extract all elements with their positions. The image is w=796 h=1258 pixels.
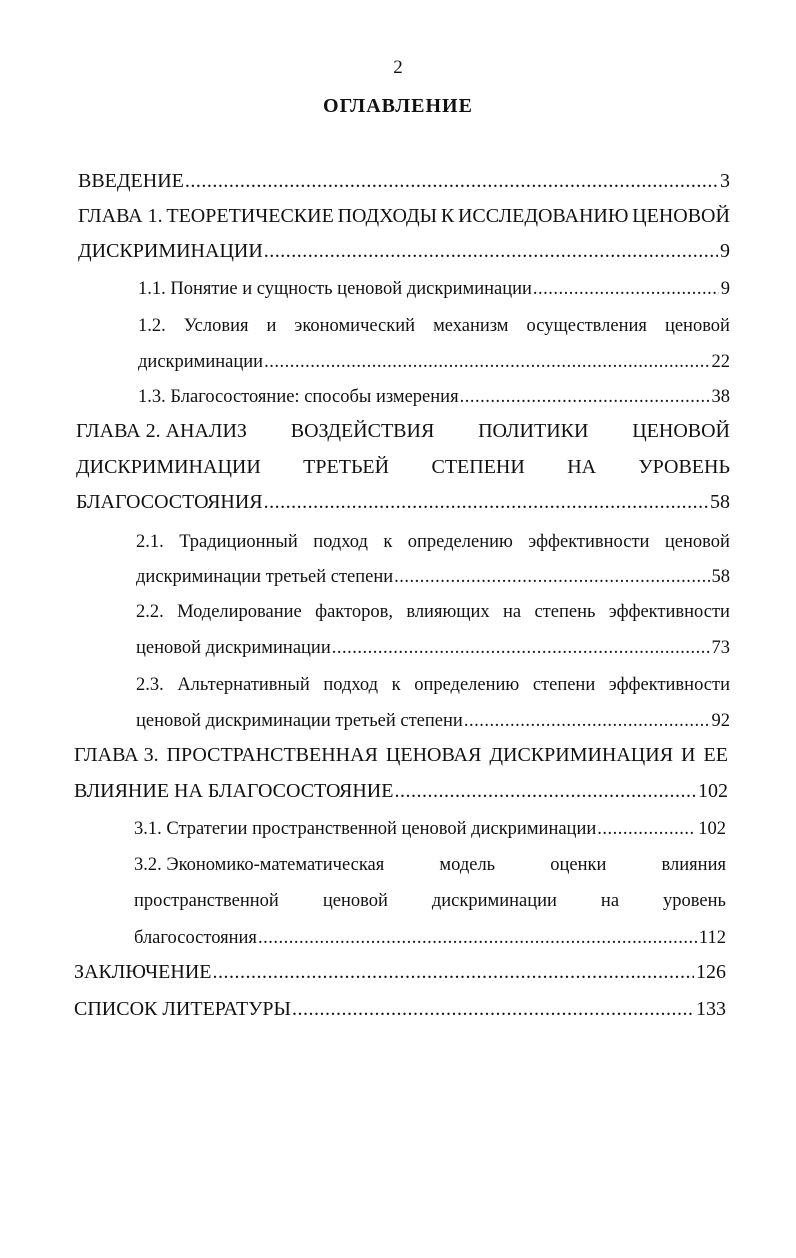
dot-leader	[394, 564, 709, 590]
toc-word: НА	[567, 456, 597, 478]
toc-word: на	[503, 602, 522, 622]
toc-word: эффективности	[608, 602, 730, 622]
toc-entry-title: дискриминации третьей степени	[136, 567, 394, 587]
toc-word: оценки	[550, 855, 607, 875]
toc-word: СТЕПЕНИ	[431, 456, 525, 478]
toc-page-number: 126	[696, 961, 726, 983]
toc-page-number: 102	[698, 819, 726, 839]
toc-word: факторов,	[315, 602, 393, 622]
toc-word: ЦЕНОВАЯ	[385, 744, 482, 766]
toc-word: ценовой	[664, 532, 730, 552]
toc-entry-title: 1.3. Благосостояние: способы измерения	[138, 387, 459, 407]
toc-section-2-3-title-line[interactable]	[136, 672, 730, 698]
toc-entry-introduction[interactable]	[78, 168, 730, 194]
toc-entry-title: ценовой дискриминации	[136, 638, 331, 658]
toc-word: ЦЕНОВОЙ	[632, 420, 730, 442]
toc-word: ПОЛИТИКИ	[478, 420, 589, 442]
toc-section-1-2-title-line[interactable]	[138, 313, 730, 339]
toc-entry-title: 3.1. Стратегии пространственной ценовой дискриминации	[134, 819, 597, 839]
toc-word: Моделирование	[177, 602, 302, 622]
dot-leader	[185, 168, 718, 194]
toc-entry-chapter-3[interactable]	[74, 778, 728, 804]
toc-word: определению	[407, 532, 513, 552]
toc-word: и	[266, 316, 277, 336]
toc-word: ценовой	[664, 316, 730, 336]
toc-page-number: 133	[696, 998, 726, 1020]
toc-word: пространственной	[134, 891, 279, 911]
toc-page-number: 22	[711, 352, 730, 372]
toc-word: ТРЕТЬЕЙ	[303, 456, 390, 478]
dot-leader	[332, 635, 710, 661]
toc-entry-conclusion[interactable]	[74, 959, 726, 985]
toc-word: на	[600, 891, 620, 911]
toc-word: степень	[534, 602, 596, 622]
toc-word: механизм	[433, 316, 509, 336]
toc-word: к	[383, 532, 393, 552]
toc-chapter-2-title-line-1[interactable]	[76, 418, 730, 444]
dot-leader	[533, 276, 719, 302]
toc-section-3-2-title-line-1[interactable]	[134, 852, 726, 878]
toc-entry-section-1-1[interactable]	[138, 276, 730, 302]
toc-page-number: 112	[698, 928, 726, 948]
toc-page-number: 58	[710, 491, 730, 513]
toc-word: ГЛАВА 2. АНАЛИЗ	[76, 420, 247, 442]
page-title: ОГЛАВЛЕНИЕ	[323, 95, 473, 117]
toc-chapter-1-title-line[interactable]	[78, 203, 730, 229]
toc-word: подход	[323, 675, 379, 695]
toc-section-2-2-title-line[interactable]	[136, 599, 730, 625]
toc-word: влияния	[661, 855, 726, 875]
toc-entry-section-2-1[interactable]	[136, 564, 730, 590]
toc-word: ПОДХОДЫ	[337, 205, 438, 227]
toc-word: ГЛАВА 1.	[78, 205, 163, 227]
toc-word: ДИСКРИМИНАЦИЯ	[489, 744, 674, 766]
dot-leader	[394, 778, 696, 804]
dot-leader	[258, 925, 697, 951]
toc-entry-title: 1.1. Понятие и сущность ценовой дискриминации	[138, 279, 532, 299]
toc-entry-section-2-2[interactable]	[136, 635, 730, 661]
toc-word: ВОЗДЕЙСТВИЯ	[290, 420, 435, 442]
toc-page-number: 38	[711, 387, 730, 407]
toc-chapter-3-title-line[interactable]	[74, 742, 728, 768]
toc-word: Условия	[183, 316, 249, 336]
toc-word: ПРОСТРАНСТВЕННАЯ	[166, 744, 378, 766]
dot-leader	[212, 959, 694, 985]
dot-leader	[264, 238, 718, 264]
toc-entry-title: СПИСОК ЛИТЕРАТУРЫ	[74, 998, 291, 1020]
toc-word: 1.2.	[138, 316, 166, 336]
toc-word: осуществления	[526, 316, 647, 336]
toc-word: 2.3.	[136, 675, 164, 695]
toc-page-number: 73	[711, 638, 730, 658]
toc-word: эффективности	[608, 675, 730, 695]
toc-page-number: 3	[720, 170, 730, 192]
toc-word: ЦЕНОВОЙ	[632, 205, 730, 227]
toc-page-number: 102	[698, 780, 728, 802]
toc-entry-section-3-1[interactable]	[134, 816, 726, 842]
dot-leader	[292, 996, 694, 1022]
toc-entry-section-3-2[interactable]	[134, 925, 726, 951]
toc-word: ТЕОРЕТИЧЕСКИЕ	[166, 205, 334, 227]
toc-word: степени	[532, 675, 596, 695]
toc-word: подход	[313, 532, 368, 552]
toc-word: к	[391, 675, 401, 695]
toc-word: ИССЛЕДОВАНИЮ	[457, 205, 629, 227]
toc-word: определению	[414, 675, 520, 695]
toc-entry-title: ВЛИЯНИЕ НА БЛАГОСОСТОЯНИЕ	[74, 780, 394, 802]
toc-entry-title: дискриминации	[138, 352, 264, 372]
toc-entry-title: БЛАГОСОСТОЯНИЯ	[76, 491, 263, 513]
toc-word: УРОВЕНЬ	[638, 456, 730, 478]
toc-word: модель	[439, 855, 496, 875]
dot-leader	[597, 816, 696, 842]
dot-leader	[464, 708, 710, 734]
toc-word: ГЛАВА 3.	[74, 744, 159, 766]
toc-word: И	[681, 744, 696, 766]
toc-page-number: 9	[720, 279, 730, 299]
toc-word: К	[440, 205, 455, 227]
toc-word: дискриминации	[431, 891, 557, 911]
toc-entry-title: ценовой дискриминации третьей степени	[136, 711, 463, 731]
toc-entry-title: ВВЕДЕНИЕ	[78, 170, 184, 192]
toc-entry-section-2-3[interactable]	[136, 708, 730, 734]
page-number: 2	[393, 57, 403, 78]
toc-chapter-2-title-line-2[interactable]	[76, 454, 730, 480]
toc-entry-chapter-2[interactable]	[76, 489, 730, 515]
toc-word: 2.1.	[136, 532, 164, 552]
toc-page-number: 58	[711, 567, 730, 587]
toc-word: влияющих	[406, 602, 490, 622]
toc-page-number: 9	[720, 240, 730, 262]
toc-entry-title: благосостояния	[134, 928, 257, 948]
toc-word: ценовой	[322, 891, 388, 911]
toc-entry-section-1-3[interactable]	[138, 384, 730, 410]
toc-section-2-1-title-line[interactable]	[136, 529, 730, 555]
toc-word: эффективности	[528, 532, 650, 552]
toc-word: ДИСКРИМИНАЦИИ	[76, 456, 261, 478]
toc-entry-title: ЗАКЛЮЧЕНИЕ	[74, 961, 212, 983]
toc-entry-title: ДИСКРИМИНАЦИИ	[78, 240, 263, 262]
toc-word: 3.2. Экономико-математическая	[134, 855, 385, 875]
toc-word: Традиционный	[179, 532, 298, 552]
dot-leader	[460, 384, 710, 410]
toc-word: Альтернативный	[177, 675, 310, 695]
toc-page-number: 92	[711, 711, 730, 731]
toc-word: 2.2.	[136, 602, 164, 622]
toc-entry-chapter-1[interactable]	[78, 238, 730, 264]
dot-leader	[264, 349, 709, 375]
toc-word: ЕЕ	[703, 744, 728, 766]
toc-entry-section-1-2[interactable]	[138, 349, 730, 375]
dot-leader	[264, 489, 708, 515]
toc-word: уровень	[663, 891, 726, 911]
toc-section-3-2-title-line-2[interactable]	[134, 888, 726, 914]
toc-word: экономический	[294, 316, 416, 336]
toc-entry-references[interactable]	[74, 996, 726, 1022]
